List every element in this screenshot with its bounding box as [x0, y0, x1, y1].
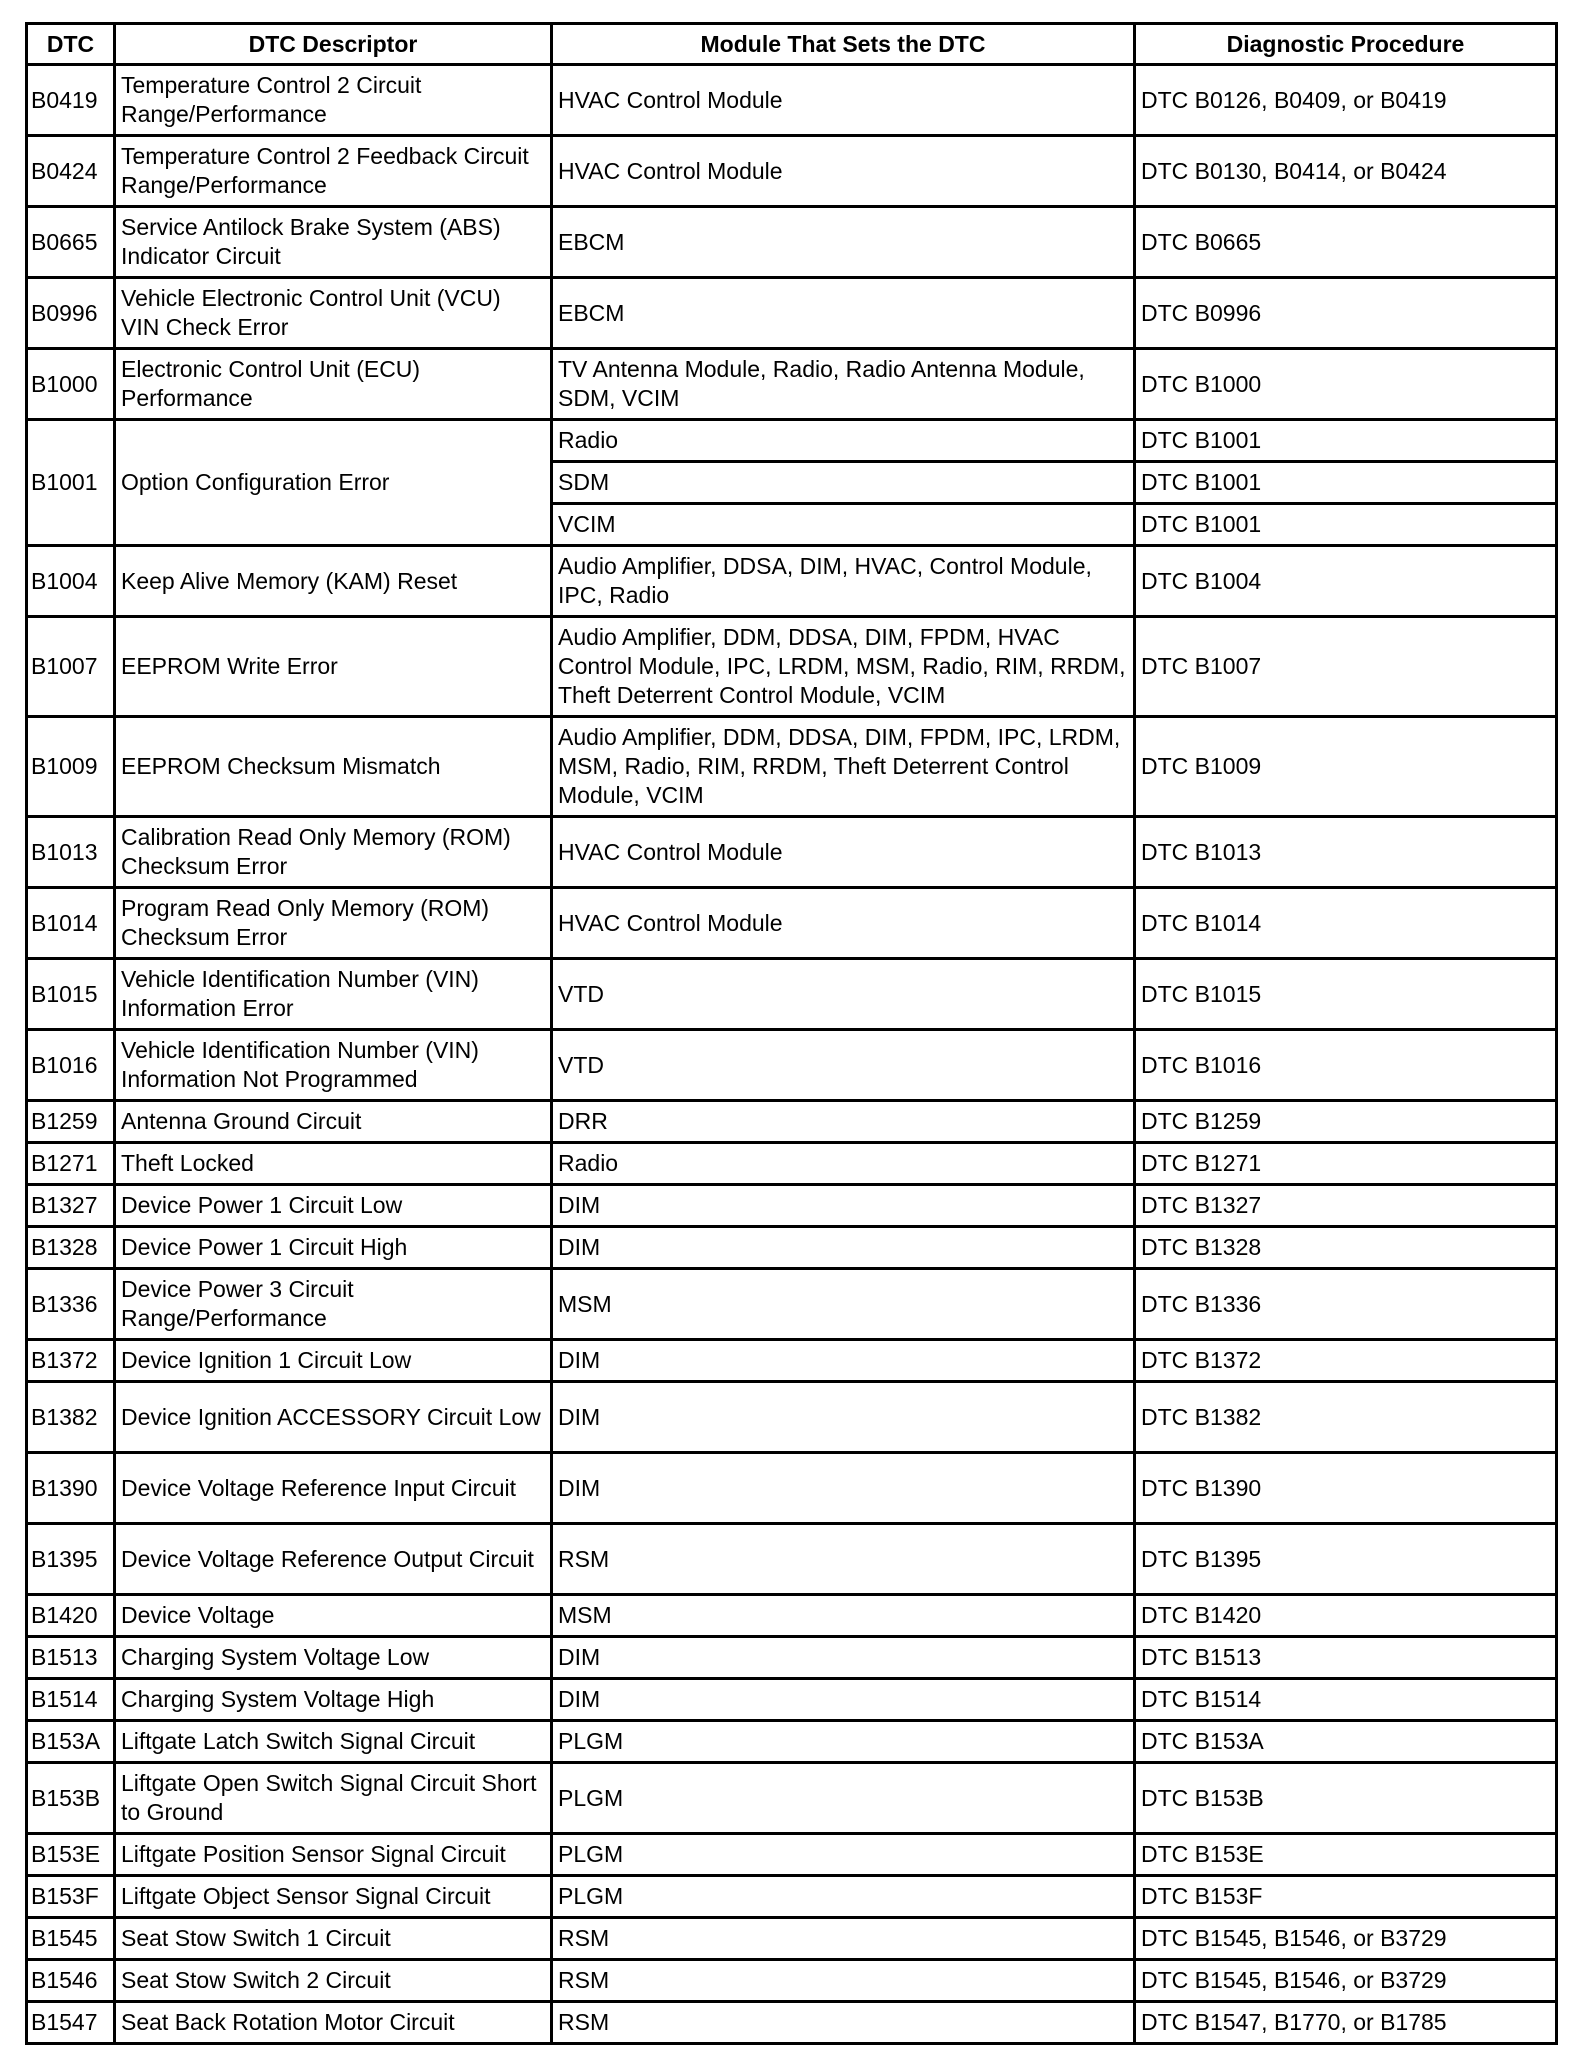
dtc-module: PLGM	[552, 1721, 1135, 1763]
table-row	[27, 1834, 1557, 1876]
dtc-code: B0419	[27, 65, 115, 136]
header-module: Module That Sets the DTC	[552, 24, 1135, 65]
table-row	[27, 1030, 1557, 1101]
dtc-descriptor: Temperature Control 2 Circuit Range/Performance	[115, 65, 552, 136]
table-row	[27, 1185, 1557, 1227]
dtc-code: B1546	[27, 1960, 115, 2002]
dtc-descriptor: Seat Stow Switch 1 Circuit	[115, 1918, 552, 1960]
dtc-descriptor: Device Power 3 Circuit Range/Performance	[115, 1269, 552, 1340]
dtc-module: RSM	[552, 1960, 1135, 2002]
table-row	[27, 817, 1557, 888]
table-row	[27, 1960, 1557, 2002]
dtc-procedure: DTC B1513	[1135, 1637, 1557, 1679]
dtc-module: HVAC Control Module	[552, 888, 1135, 959]
dtc-module: DIM	[552, 1382, 1135, 1453]
dtc-code: B1271	[27, 1143, 115, 1185]
dtc-module: MSM	[552, 1595, 1135, 1637]
dtc-code: B153A	[27, 1721, 115, 1763]
dtc-module: Audio Amplifier, DDSA, DIM, HVAC, Control Module, IPC, Radio	[552, 546, 1135, 617]
dtc-procedure: DTC B1016	[1135, 1030, 1557, 1101]
table-row	[27, 1227, 1557, 1269]
dtc-module: Radio	[552, 1143, 1135, 1185]
dtc-module: RSM	[552, 1524, 1135, 1595]
dtc-procedure: DTC B153B	[1135, 1763, 1557, 1834]
dtc-procedure: DTC B0665	[1135, 207, 1557, 278]
dtc-procedure: DTC B1000	[1135, 349, 1557, 420]
header-dtc: DTC	[27, 24, 115, 65]
dtc-module: HVAC Control Module	[552, 817, 1135, 888]
table-row	[27, 1524, 1557, 1595]
dtc-descriptor: EEPROM Checksum Mismatch	[115, 717, 552, 817]
dtc-code: B1015	[27, 959, 115, 1030]
dtc-code: B1013	[27, 817, 115, 888]
table-row	[27, 1595, 1557, 1637]
dtc-descriptor: Device Ignition 1 Circuit Low	[115, 1340, 552, 1382]
dtc-descriptor: Electronic Control Unit (ECU) Performance	[115, 349, 552, 420]
dtc-procedure: DTC B1327	[1135, 1185, 1557, 1227]
table-row	[27, 136, 1557, 207]
dtc-code: B1259	[27, 1101, 115, 1143]
table-row	[27, 420, 1557, 462]
dtc-module: Audio Amplifier, DDM, DDSA, DIM, FPDM, HVAC Control Module, IPC, LRDM, MSM, Radio, RIM, RRDM, Theft Deterrent Control Module, VCIM	[552, 617, 1135, 717]
dtc-descriptor: Device Power 1 Circuit High	[115, 1227, 552, 1269]
dtc-module: DIM	[552, 1340, 1135, 1382]
dtc-module: PLGM	[552, 1876, 1135, 1918]
dtc-procedure: DTC B153E	[1135, 1834, 1557, 1876]
dtc-descriptor: EEPROM Write Error	[115, 617, 552, 717]
dtc-code: B1001	[27, 420, 115, 546]
header-row	[27, 24, 1557, 65]
table-row	[27, 1763, 1557, 1834]
dtc-procedure: DTC B1001	[1135, 420, 1557, 462]
dtc-code: B1514	[27, 1679, 115, 1721]
dtc-code: B1513	[27, 1637, 115, 1679]
table-row	[27, 65, 1557, 136]
table-row	[27, 888, 1557, 959]
dtc-module: RSM	[552, 1918, 1135, 1960]
dtc-procedure: DTC B1420	[1135, 1595, 1557, 1637]
dtc-descriptor: Seat Stow Switch 2 Circuit	[115, 1960, 552, 2002]
table-row	[27, 207, 1557, 278]
dtc-descriptor: Vehicle Identification Number (VIN) Information Not Programmed	[115, 1030, 552, 1101]
dtc-descriptor: Antenna Ground Circuit	[115, 1101, 552, 1143]
dtc-module: DRR	[552, 1101, 1135, 1143]
dtc-procedure: DTC B1259	[1135, 1101, 1557, 1143]
dtc-module: TV Antenna Module, Radio, Radio Antenna Module, SDM, VCIM	[552, 349, 1135, 420]
dtc-procedure: DTC B1514	[1135, 1679, 1557, 1721]
dtc-procedure: DTC B1545, B1546, or B3729	[1135, 1918, 1557, 1960]
dtc-module: VTD	[552, 1030, 1135, 1101]
table-row	[27, 1637, 1557, 1679]
dtc-procedure: DTC B153F	[1135, 1876, 1557, 1918]
dtc-procedure: DTC B1001	[1135, 462, 1557, 504]
dtc-module: Radio	[552, 420, 1135, 462]
table-row	[27, 1453, 1557, 1524]
dtc-table	[25, 22, 1558, 2045]
header-procedure: Diagnostic Procedure	[1135, 24, 1557, 65]
table-row	[27, 1876, 1557, 1918]
dtc-descriptor: Seat Back Rotation Motor Circuit	[115, 2002, 552, 2044]
dtc-module: DIM	[552, 1453, 1135, 1524]
dtc-descriptor: Charging System Voltage High	[115, 1679, 552, 1721]
dtc-procedure: DTC B1390	[1135, 1453, 1557, 1524]
dtc-descriptor: Liftgate Position Sensor Signal Circuit	[115, 1834, 552, 1876]
dtc-code: B1420	[27, 1595, 115, 1637]
dtc-procedure: DTC B1382	[1135, 1382, 1557, 1453]
table-row	[27, 1679, 1557, 1721]
dtc-descriptor: Temperature Control 2 Feedback Circuit Range/Performance	[115, 136, 552, 207]
dtc-module: MSM	[552, 1269, 1135, 1340]
dtc-descriptor: Liftgate Latch Switch Signal Circuit	[115, 1721, 552, 1763]
dtc-code: B1009	[27, 717, 115, 817]
dtc-procedure: DTC B1013	[1135, 817, 1557, 888]
dtc-procedure: DTC B1004	[1135, 546, 1557, 617]
dtc-descriptor: Charging System Voltage Low	[115, 1637, 552, 1679]
dtc-procedure: DTC B153A	[1135, 1721, 1557, 1763]
dtc-module: DIM	[552, 1679, 1135, 1721]
dtc-code: B0996	[27, 278, 115, 349]
table-row	[27, 1721, 1557, 1763]
dtc-module: VTD	[552, 959, 1135, 1030]
dtc-module: VCIM	[552, 504, 1135, 546]
dtc-descriptor: Calibration Read Only Memory (ROM) Checksum Error	[115, 817, 552, 888]
dtc-procedure: DTC B1271	[1135, 1143, 1557, 1185]
dtc-descriptor: Program Read Only Memory (ROM) Checksum Error	[115, 888, 552, 959]
dtc-descriptor: Liftgate Object Sensor Signal Circuit	[115, 1876, 552, 1918]
dtc-code: B1372	[27, 1340, 115, 1382]
table-row	[27, 278, 1557, 349]
dtc-code: B1336	[27, 1269, 115, 1340]
dtc-code: B1016	[27, 1030, 115, 1101]
dtc-module: DIM	[552, 1637, 1135, 1679]
dtc-procedure: DTC B0996	[1135, 278, 1557, 349]
dtc-procedure: DTC B1007	[1135, 617, 1557, 717]
dtc-descriptor: Service Antilock Brake System (ABS) Indicator Circuit	[115, 207, 552, 278]
dtc-descriptor: Device Voltage Reference Input Circuit	[115, 1453, 552, 1524]
dtc-descriptor: Vehicle Electronic Control Unit (VCU) VIN Check Error	[115, 278, 552, 349]
dtc-descriptor: Option Configuration Error	[115, 420, 552, 546]
dtc-code: B1545	[27, 1918, 115, 1960]
dtc-code: B1327	[27, 1185, 115, 1227]
dtc-descriptor: Keep Alive Memory (KAM) Reset	[115, 546, 552, 617]
dtc-code: B0665	[27, 207, 115, 278]
dtc-code: B1014	[27, 888, 115, 959]
table-row	[27, 349, 1557, 420]
dtc-code: B1395	[27, 1524, 115, 1595]
header-descriptor: DTC Descriptor	[115, 24, 552, 65]
table-row	[27, 617, 1557, 717]
dtc-procedure: DTC B1015	[1135, 959, 1557, 1030]
dtc-code: B153E	[27, 1834, 115, 1876]
dtc-module: PLGM	[552, 1763, 1135, 1834]
dtc-code: B1007	[27, 617, 115, 717]
dtc-module: DIM	[552, 1227, 1135, 1269]
dtc-code: B153B	[27, 1763, 115, 1834]
dtc-code: B1382	[27, 1382, 115, 1453]
table-row	[27, 1382, 1557, 1453]
dtc-procedure: DTC B1328	[1135, 1227, 1557, 1269]
dtc-module: HVAC Control Module	[552, 65, 1135, 136]
dtc-procedure: DTC B1372	[1135, 1340, 1557, 1382]
dtc-procedure: DTC B1009	[1135, 717, 1557, 817]
dtc-descriptor: Device Ignition ACCESSORY Circuit Low	[115, 1382, 552, 1453]
dtc-code: B1000	[27, 349, 115, 420]
dtc-code: B1004	[27, 546, 115, 617]
dtc-code: B153F	[27, 1876, 115, 1918]
dtc-module: SDM	[552, 462, 1135, 504]
dtc-procedure: DTC B1014	[1135, 888, 1557, 959]
dtc-descriptor: Theft Locked	[115, 1143, 552, 1185]
dtc-procedure: DTC B0126, B0409, or B0419	[1135, 65, 1557, 136]
table-row	[27, 1340, 1557, 1382]
dtc-procedure: DTC B1547, B1770, or B1785	[1135, 2002, 1557, 2044]
table-row	[27, 1143, 1557, 1185]
dtc-module: HVAC Control Module	[552, 136, 1135, 207]
dtc-procedure: DTC B1545, B1546, or B3729	[1135, 1960, 1557, 2002]
dtc-procedure: DTC B1395	[1135, 1524, 1557, 1595]
dtc-code: B1547	[27, 2002, 115, 2044]
dtc-procedure: DTC B1336	[1135, 1269, 1557, 1340]
dtc-descriptor: Liftgate Open Switch Signal Circuit Short to Ground	[115, 1763, 552, 1834]
dtc-code: B1328	[27, 1227, 115, 1269]
table-row	[27, 546, 1557, 617]
dtc-module: PLGM	[552, 1834, 1135, 1876]
dtc-descriptor: Device Voltage	[115, 1595, 552, 1637]
dtc-descriptor: Device Power 1 Circuit Low	[115, 1185, 552, 1227]
table-row	[27, 1101, 1557, 1143]
dtc-procedure: DTC B1001	[1135, 504, 1557, 546]
dtc-code: B0424	[27, 136, 115, 207]
dtc-module: Audio Amplifier, DDM, DDSA, DIM, FPDM, IPC, LRDM, MSM, Radio, RIM, RRDM, Theft Deterrent Control Module, VCIM	[552, 717, 1135, 817]
table-row	[27, 1918, 1557, 1960]
dtc-module: DIM	[552, 1185, 1135, 1227]
dtc-code: B1390	[27, 1453, 115, 1524]
dtc-module: EBCM	[552, 207, 1135, 278]
dtc-module: EBCM	[552, 278, 1135, 349]
table-row	[27, 1269, 1557, 1340]
dtc-descriptor: Vehicle Identification Number (VIN) Information Error	[115, 959, 552, 1030]
table-row	[27, 717, 1557, 817]
dtc-descriptor: Device Voltage Reference Output Circuit	[115, 1524, 552, 1595]
table-row	[27, 959, 1557, 1030]
dtc-procedure: DTC B0130, B0414, or B0424	[1135, 136, 1557, 207]
table-row	[27, 2002, 1557, 2044]
dtc-module: RSM	[552, 2002, 1135, 2044]
